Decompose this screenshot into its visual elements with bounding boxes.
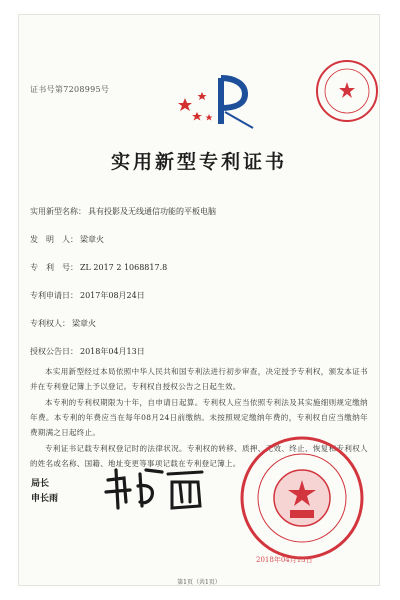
inventor-label: 发 明 人：: [30, 235, 78, 244]
patent-number-value: ZL 2017 2 1068817.8: [80, 263, 168, 272]
filing-date-label: 专利申请日：: [30, 291, 78, 300]
body-paragraph-1: 本实用新型经过本局依照中华人民共和国专利法进行初步审查，决定授予专利权，颁发本证书并在专利登记簿上予以登记。专利权自授权公告之日起生效。: [30, 367, 368, 391]
patent-number-row: [30, 262, 167, 273]
patentee-row: [30, 318, 96, 329]
registration-seal-icon: [314, 58, 380, 124]
body-paragraph-2: 本专利的专利权期限为十年，自申请日起算。专利权人应当依照专利法及其实施细则规定缴纳年费。本专利的年费应当在每年08月24日前缴纳。未按照规定缴纳年费的，专利权自应当缴纳年费期满之日起终止。: [30, 398, 368, 437]
inventor-value: 梁章火: [80, 235, 104, 244]
filing-date-value: 2017年08月24日: [80, 291, 145, 300]
certificate-number: 证书号第7208995号: [30, 85, 110, 94]
utility-model-name-label: 实用新型名称：: [30, 207, 86, 216]
grant-date-row: [30, 346, 145, 357]
certificate-paper: [18, 14, 380, 586]
stamp-date: 2018年04月13日: [256, 556, 313, 564]
utility-model-name-value: 具有投影及无线通信功能的平板电脑: [88, 207, 216, 216]
bureau-director-title: 局长: [31, 479, 50, 489]
filing-date-row: [30, 290, 145, 301]
inventor-row: [30, 234, 104, 245]
grant-date-label: 授权公告日：: [30, 347, 78, 356]
director-signature: [102, 462, 212, 514]
grant-date-value: 2018年04月13日: [80, 347, 145, 356]
patentee-value: 梁章火: [72, 319, 96, 328]
body-paragraph-3: 专利证书记载专利权登记时的法律状况。专利权的转移、质押、无效、终止、恢复和专利权人的姓名或名称、国籍、地址变更等事项记载在专利登记簿上。: [30, 444, 368, 468]
official-seal-icon: [238, 434, 366, 562]
director-name: 申长雨: [31, 494, 59, 504]
patentee-label: 专利权人：: [30, 319, 70, 328]
page-footer: 第1页（共1页）: [177, 579, 221, 586]
patent-office-emblem: [175, 72, 267, 134]
patent-number-label: 专 利 号：: [30, 263, 78, 272]
certificate-title: 实用新型专利证书: [110, 151, 287, 173]
utility-model-name-row: [30, 206, 216, 217]
